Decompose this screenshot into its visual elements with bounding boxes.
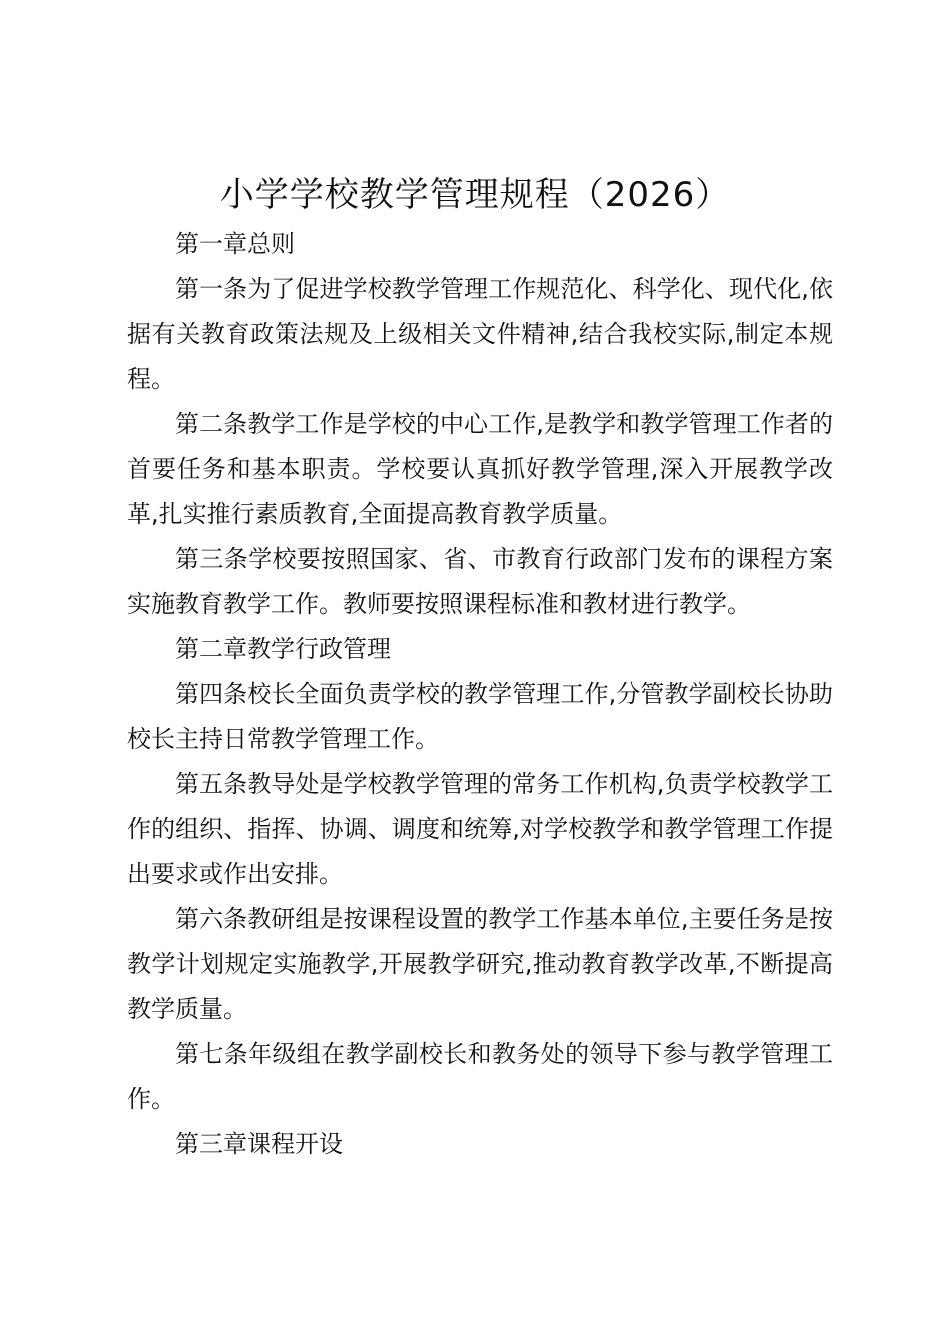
- article-paragraph: 第七条年级组在教学副校长和教务处的领导下参与教学管理工作。: [127, 1040, 833, 1113]
- article-paragraph: 第五条教导处是学校教学管理的常务工作机构,负责学校教学工作的组织、指挥、协调、调度和统筹,对学校教学和教学管理工作提出要求或作出安排。: [127, 770, 833, 888]
- article-paragraph: 第六条教研组是按课程设置的教学工作基本单位,主要任务是按教学计划规定实施教学,开展教学研究,推动教育教学改革,不断提高教学质量。: [127, 905, 833, 1023]
- chapter-heading: 第一章总则: [175, 230, 295, 258]
- article-paragraph: 第一条为了促进学校教学管理工作规范化、科学化、现代化,依据有关教育政策法规及上级相关文件精神,结合我校实际,制定本规程。: [127, 275, 833, 393]
- chapter-heading: 第三章课程开设: [175, 1130, 343, 1158]
- document-title: 小学学校教学管理规程（2026）: [219, 175, 731, 215]
- chapter-heading: 第二章教学行政管理: [175, 635, 391, 663]
- article-paragraph: 第四条校长全面负责学校的教学管理工作,分管教学副校长协助校长主持日常教学管理工作。: [127, 680, 833, 753]
- document-body: [127, 222, 833, 1167]
- article-paragraph: 第三条学校要按照国家、省、市教育行政部门发布的课程方案实施教育教学工作。教师要按照课程标准和教材进行教学。: [127, 545, 833, 618]
- article-paragraph: 第二条教学工作是学校的中心工作,是教学和教学管理工作者的首要任务和基本职责。学校要认真抓好教学管理,深入开展教学改革,扎实推行素质教育,全面提高教育教学质量。: [127, 410, 833, 528]
